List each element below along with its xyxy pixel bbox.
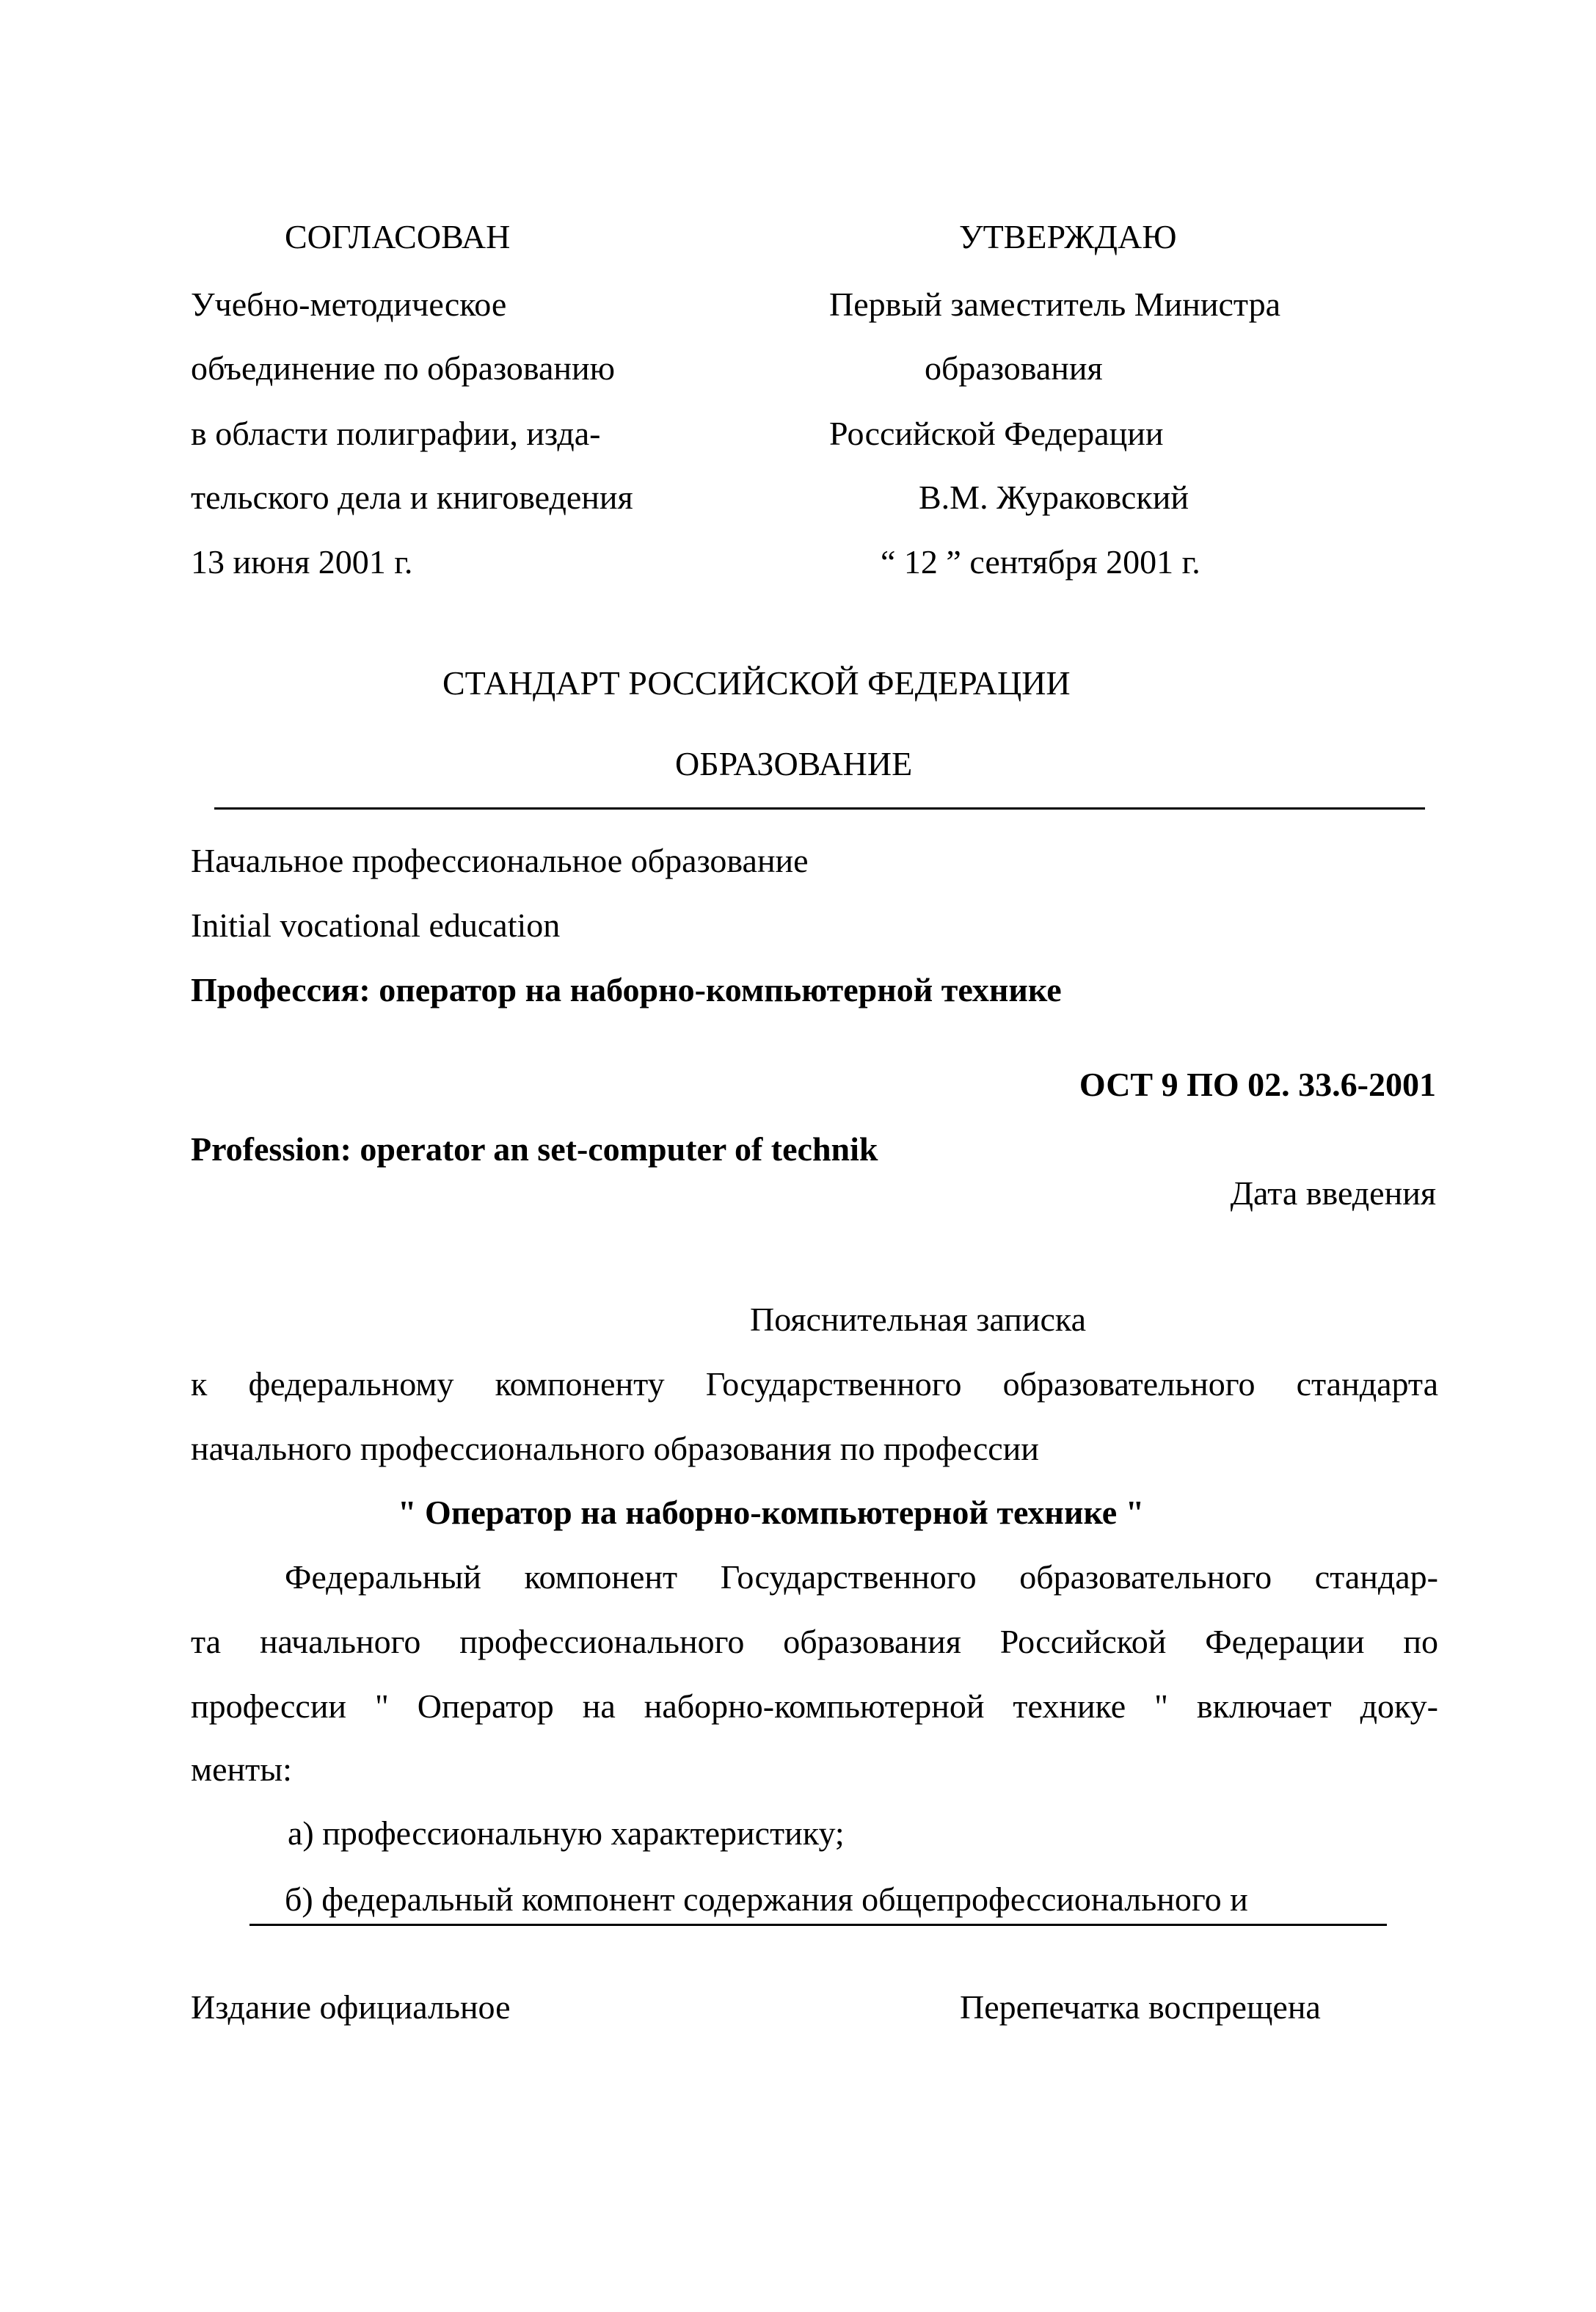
agreed-line: Учебно-методическое <box>191 286 507 323</box>
paragraph-line: та начального профессионального образования Российской Федерации по <box>191 1623 1438 1660</box>
profession-ru: Профессия: оператор на наборно-компьютерной технике <box>191 971 1062 1008</box>
paragraph-line: менты: <box>191 1751 292 1788</box>
note-line: начального профессионального образования по профессии <box>191 1430 1039 1467</box>
paragraph-line: Федеральный компонент Государственного образовательного стандар- <box>285 1558 1438 1596</box>
agreed-date: 13 июня 2001 г. <box>191 543 413 581</box>
profession-en: Profession: operator an set-computer of technik <box>191 1130 878 1168</box>
approve-line: образования <box>925 349 1103 387</box>
list-item-b: б) федеральный компонент содержания общепрофессионального и <box>285 1880 1248 1918</box>
standard-title: СТАНДАРТ РОССИЙСКОЙ ФЕДЕРАЦИИ <box>442 664 1071 702</box>
standard-code: ОСТ 9 ПО 02. 33.6-2001 <box>1079 1066 1436 1103</box>
approve-date: “ 12 ” сентября 2001 г. <box>881 543 1200 581</box>
agreed-heading: СОГЛАСОВАН <box>285 218 511 255</box>
approve-heading: УТВЕРЖДАЮ <box>959 218 1177 255</box>
agreed-line: тельского дела и книговедения <box>191 479 633 516</box>
footer-divider <box>249 1924 1387 1926</box>
approve-line: Первый заместитель Министра <box>829 286 1280 323</box>
education-level-en: Initial vocational education <box>191 906 561 944</box>
paragraph-line: профессии " Оператор на наборно-компьютерной технике " включает доку- <box>191 1687 1438 1725</box>
note-heading: Пояснительная записка <box>750 1301 1087 1338</box>
reprint-prohibited-label: Перепечатка воспрещена <box>960 1988 1321 2026</box>
official-edition-label: Издание официальное <box>191 1988 511 2026</box>
title-divider <box>214 807 1425 810</box>
note-line: к федеральному компоненту Государственного образовательного стандарта <box>191 1365 1438 1403</box>
note-profession: " Оператор на наборно-компьютерной технике " <box>398 1494 1145 1531</box>
standard-subtitle: ОБРАЗОВАНИЕ <box>675 745 913 782</box>
education-level-ru: Начальное профессиональное образование <box>191 842 809 879</box>
agreed-line: в области полиграфии, изда- <box>191 415 601 452</box>
agreed-line: объединение по образованию <box>191 349 616 387</box>
list-item-a: а) профессиональную характеристику; <box>288 1814 845 1852</box>
approver-name: В.М. Жураковский <box>919 479 1189 516</box>
introduction-date: Дата введения <box>1230 1174 1436 1212</box>
approve-line: Российской Федерации <box>829 415 1164 452</box>
